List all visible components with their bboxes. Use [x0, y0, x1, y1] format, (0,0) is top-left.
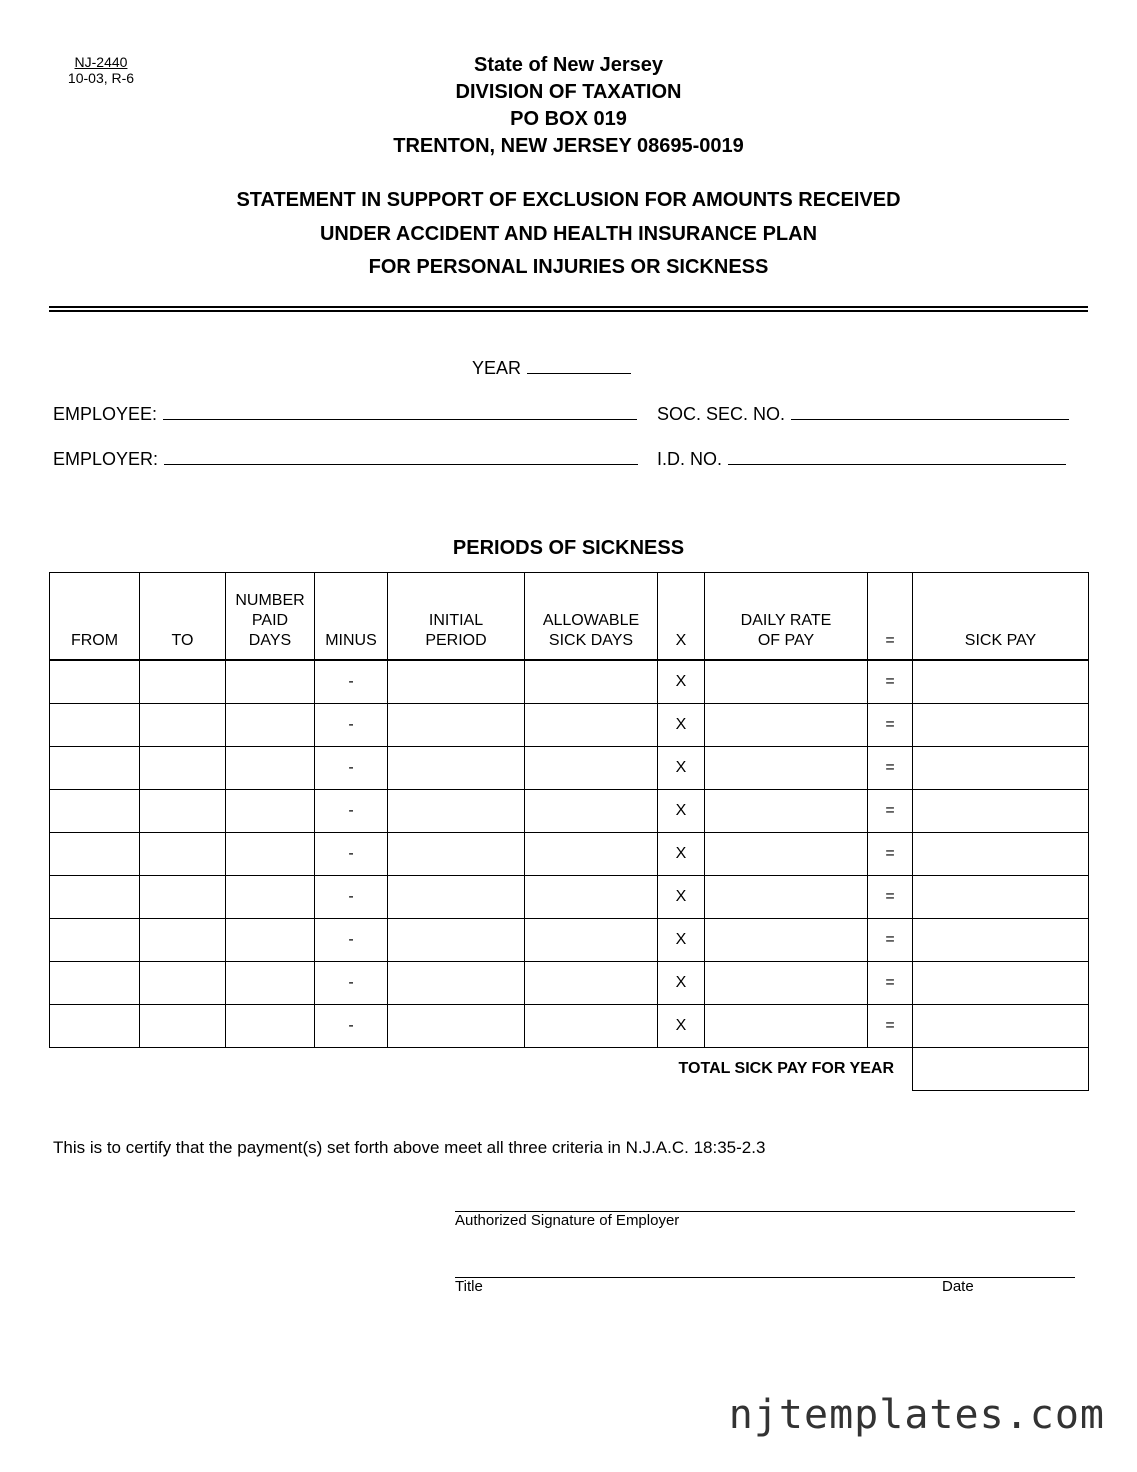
- header-city: TRENTON, NEW JERSEY 08695-0019: [393, 135, 744, 157]
- cell-paid-days[interactable]: [226, 919, 315, 962]
- title-line-3: FOR PERSONAL INJURIES OR SICKNESS: [368, 256, 769, 278]
- table-row: [50, 876, 1089, 919]
- cell-times: X: [658, 876, 705, 919]
- cell-minus: -: [315, 704, 388, 747]
- cell-daily-rate[interactable]: [705, 660, 868, 704]
- ssn-input-line[interactable]: [791, 403, 1069, 420]
- total-label: TOTAL SICK PAY FOR YEAR: [678, 1060, 894, 1078]
- cell-minus: -: [315, 919, 388, 962]
- col-daily-rate-l2: OF PAY: [757, 632, 815, 649]
- cell-equals: =: [868, 704, 913, 747]
- cell-to[interactable]: [140, 962, 226, 1005]
- table-row: [50, 833, 1089, 876]
- id-no-field[interactable]: [657, 448, 1066, 470]
- cell-from[interactable]: [50, 747, 140, 790]
- cell-to[interactable]: [140, 919, 226, 962]
- cell-sick-pay[interactable]: [913, 747, 1089, 790]
- cell-daily-rate[interactable]: [705, 790, 868, 833]
- cell-paid-days[interactable]: [226, 833, 315, 876]
- cell-to[interactable]: [140, 704, 226, 747]
- employer-input-line[interactable]: [164, 448, 638, 465]
- cell-paid-days[interactable]: [226, 660, 315, 704]
- form-title: [0, 184, 1137, 285]
- cell-allowable[interactable]: [525, 833, 658, 876]
- cell-initial-period[interactable]: [388, 833, 525, 876]
- cell-minus: -: [315, 876, 388, 919]
- cell-initial-period[interactable]: [388, 660, 525, 704]
- employer-field[interactable]: [53, 448, 638, 470]
- cell-allowable[interactable]: [525, 1005, 658, 1048]
- col-times: X: [658, 573, 705, 661]
- divider-rule-bottom: [49, 310, 1088, 312]
- header-po-box: PO BOX 019: [510, 108, 627, 130]
- cell-initial-period[interactable]: [388, 704, 525, 747]
- cell-to[interactable]: [140, 876, 226, 919]
- cell-paid-days[interactable]: [226, 876, 315, 919]
- cell-times: X: [658, 660, 705, 704]
- col-from: FROM: [50, 573, 140, 661]
- table-row: [50, 660, 1089, 704]
- cell-equals: =: [868, 876, 913, 919]
- divider-rule-top: [49, 306, 1088, 308]
- table-header-row: [50, 573, 1089, 661]
- form-number: NJ-2440: [74, 54, 128, 70]
- table-row: [50, 962, 1089, 1005]
- id-no-label: I.D. NO.: [657, 449, 723, 469]
- watermark: njtemplates.com: [728, 1392, 1105, 1438]
- cell-sick-pay[interactable]: [913, 876, 1089, 919]
- signature-label: Authorized Signature of Employer: [455, 1212, 680, 1229]
- cell-sick-pay[interactable]: [913, 790, 1089, 833]
- cell-to[interactable]: [140, 660, 226, 704]
- col-minus: MINUS: [315, 573, 388, 661]
- cell-daily-rate[interactable]: [705, 1005, 868, 1048]
- certification-text: This is to certify that the payment(s) set forth above meet all three criteria in N.J.A.C. 18:35-2.3: [53, 1138, 766, 1157]
- cell-daily-rate[interactable]: [705, 962, 868, 1005]
- cell-allowable[interactable]: [525, 919, 658, 962]
- header-state: State of New Jersey: [474, 54, 663, 76]
- table-row: [50, 919, 1089, 962]
- col-paid-days: [226, 573, 315, 661]
- sickness-table: [49, 572, 1089, 1091]
- col-to: TO: [140, 573, 226, 661]
- cell-initial-period[interactable]: [388, 919, 525, 962]
- cell-minus: -: [315, 790, 388, 833]
- cell-initial-period[interactable]: [388, 1005, 525, 1048]
- title-label: Title: [455, 1278, 483, 1295]
- cell-daily-rate[interactable]: [705, 704, 868, 747]
- col-paid-days-l2: PAID: [251, 612, 289, 629]
- year-label: YEAR: [472, 358, 522, 378]
- cell-to[interactable]: [140, 1005, 226, 1048]
- cell-paid-days[interactable]: [226, 1005, 315, 1048]
- title-line-1: STATEMENT IN SUPPORT OF EXCLUSION FOR AMOUNTS RECEIVED: [236, 189, 901, 211]
- table-row: [50, 747, 1089, 790]
- cell-from[interactable]: [50, 962, 140, 1005]
- cell-from[interactable]: [50, 660, 140, 704]
- cell-from[interactable]: [50, 919, 140, 962]
- table-row: [50, 790, 1089, 833]
- cell-minus: -: [315, 660, 388, 704]
- total-sick-pay-cell[interactable]: [913, 1048, 1089, 1091]
- cell-paid-days[interactable]: [226, 790, 315, 833]
- cell-allowable[interactable]: [525, 747, 658, 790]
- cell-paid-days[interactable]: [226, 747, 315, 790]
- employee-label: EMPLOYEE:: [53, 404, 158, 424]
- form-revision: 10-03, R-6: [67, 70, 135, 86]
- cell-equals: =: [868, 919, 913, 962]
- periods-title: PERIODS OF SICKNESS: [452, 537, 685, 559]
- cell-sick-pay[interactable]: [913, 660, 1089, 704]
- cell-times: X: [658, 790, 705, 833]
- col-daily-rate: [705, 573, 868, 661]
- cell-initial-period[interactable]: [388, 876, 525, 919]
- employee-input-line[interactable]: [163, 403, 637, 420]
- cell-to[interactable]: [140, 833, 226, 876]
- cell-sick-pay[interactable]: [913, 704, 1089, 747]
- cell-times: X: [658, 833, 705, 876]
- col-allowable-l2: SICK DAYS: [548, 632, 634, 649]
- employee-field[interactable]: [53, 403, 637, 425]
- col-paid-days-l1: NUMBER: [235, 592, 305, 609]
- total-row: [50, 1048, 1089, 1091]
- cell-from[interactable]: [50, 876, 140, 919]
- cell-equals: =: [868, 747, 913, 790]
- title-date-line[interactable]: [455, 1277, 1075, 1278]
- cell-allowable[interactable]: [525, 790, 658, 833]
- table-row: [50, 704, 1089, 747]
- cell-daily-rate[interactable]: [705, 833, 868, 876]
- cell-allowable[interactable]: [525, 704, 658, 747]
- cell-equals: =: [868, 660, 913, 704]
- ssn-field[interactable]: [657, 403, 1069, 425]
- cell-allowable[interactable]: [525, 962, 658, 1005]
- cell-times: X: [658, 1005, 705, 1048]
- cell-initial-period[interactable]: [388, 962, 525, 1005]
- col-initial-l2: PERIOD: [425, 632, 487, 649]
- cell-to[interactable]: [140, 747, 226, 790]
- cell-initial-period[interactable]: [388, 747, 525, 790]
- header-division: DIVISION OF TAXATION: [455, 81, 682, 103]
- cell-daily-rate[interactable]: [705, 876, 868, 919]
- cell-times: X: [658, 704, 705, 747]
- cell-equals: =: [868, 833, 913, 876]
- employer-label: EMPLOYER:: [53, 449, 159, 469]
- cell-minus: -: [315, 962, 388, 1005]
- cell-daily-rate[interactable]: [705, 747, 868, 790]
- cell-from[interactable]: [50, 704, 140, 747]
- cell-times: X: [658, 747, 705, 790]
- col-initial-l1: INITIAL: [428, 612, 484, 629]
- col-allowable-l1: ALLOWABLE: [542, 612, 640, 629]
- cell-minus: -: [315, 747, 388, 790]
- cell-sick-pay[interactable]: [913, 919, 1089, 962]
- year-input-line[interactable]: [527, 357, 631, 374]
- cell-minus: -: [315, 833, 388, 876]
- cell-from[interactable]: [50, 833, 140, 876]
- agency-header: [0, 52, 1137, 160]
- cell-times: X: [658, 919, 705, 962]
- col-paid-days-l3: DAYS: [248, 632, 292, 649]
- cell-from[interactable]: [50, 790, 140, 833]
- cell-to[interactable]: [140, 790, 226, 833]
- year-field[interactable]: [472, 357, 631, 379]
- ssn-label: SOC. SEC. NO.: [657, 404, 786, 424]
- title-line-2: UNDER ACCIDENT AND HEALTH INSURANCE PLAN: [319, 222, 818, 245]
- cell-from[interactable]: [50, 1005, 140, 1048]
- cell-minus: -: [315, 1005, 388, 1048]
- col-equals: =: [868, 573, 913, 661]
- col-allowable: [525, 573, 658, 661]
- cell-equals: =: [868, 790, 913, 833]
- cell-equals: =: [868, 962, 913, 1005]
- cell-equals: =: [868, 1005, 913, 1048]
- id-no-input-line[interactable]: [728, 448, 1066, 465]
- cell-allowable[interactable]: [525, 660, 658, 704]
- col-initial-period: [388, 573, 525, 661]
- cell-paid-days[interactable]: [226, 704, 315, 747]
- cell-times: X: [658, 962, 705, 1005]
- cell-sick-pay[interactable]: [913, 1005, 1089, 1048]
- cell-sick-pay[interactable]: [913, 833, 1089, 876]
- cell-initial-period[interactable]: [388, 790, 525, 833]
- cell-daily-rate[interactable]: [705, 919, 868, 962]
- cell-paid-days[interactable]: [226, 962, 315, 1005]
- cell-allowable[interactable]: [525, 876, 658, 919]
- col-daily-rate-l1: DAILY RATE: [740, 612, 832, 629]
- cell-sick-pay[interactable]: [913, 962, 1089, 1005]
- table-row: [50, 1005, 1089, 1048]
- date-label: Date: [942, 1278, 974, 1295]
- col-sick-pay: SICK PAY: [913, 573, 1089, 661]
- sickness-table-wrap: [49, 572, 1089, 1091]
